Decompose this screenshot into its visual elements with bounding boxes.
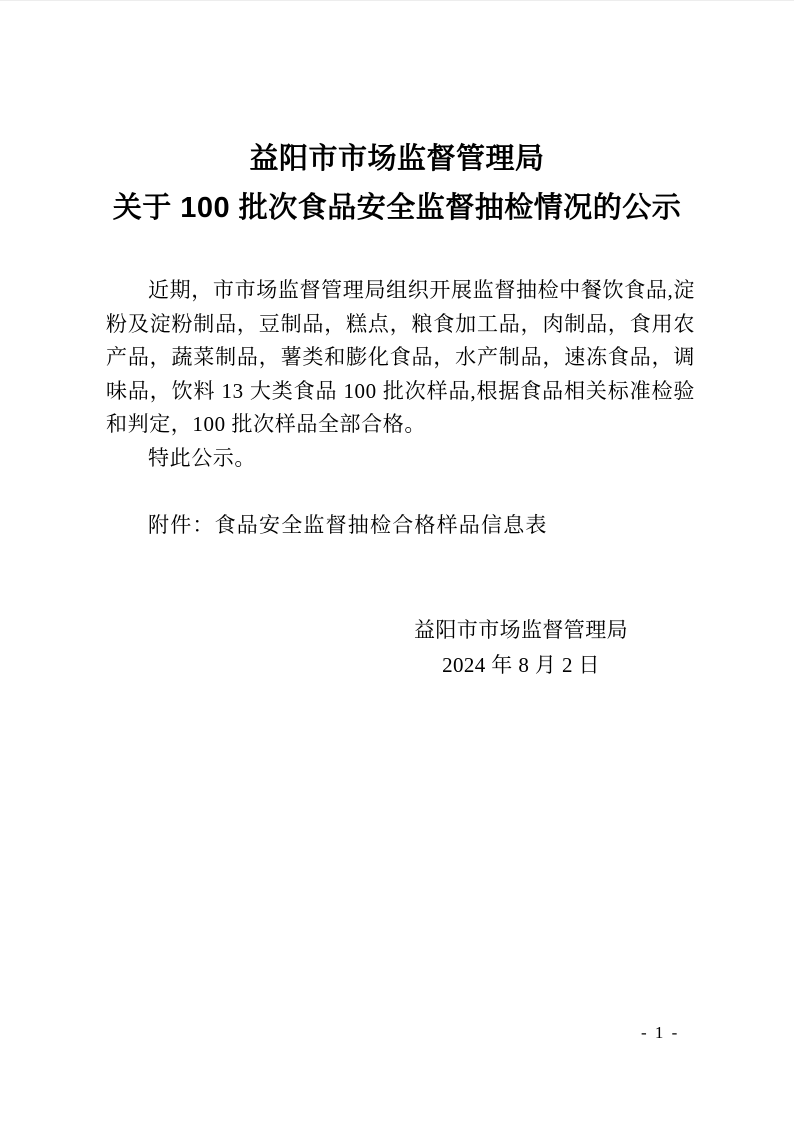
signature-issuer: 益阳市市场监督管理局	[414, 618, 628, 642]
title-line-2: 关于 100 批次食品安全监督抽检情况的公示	[112, 192, 682, 224]
closing-line: 特此公示。	[148, 445, 256, 470]
document-title	[0, 135, 794, 233]
document-body	[106, 274, 695, 683]
page-number: - 1 -	[641, 1023, 680, 1042]
body-paragraph: 近期，市市场监督管理局组织开展监督抽检中餐饮食品,淀粉及淀粉制品，豆制品，糕点，粮食加工品，肉制品，食用农产品，蔬菜制品，薯类和膨化食品，水产制品，速冻食品，调味品，饮料 13 大类食品 100 批次样品,根据食品相关标准检验和判定，100 批次样品全部合格。	[106, 278, 695, 436]
signature-block	[413, 613, 629, 683]
title-line-1: 益阳市市场监督管理局	[249, 143, 545, 175]
signature-date: 2024 年 8 月 2 日	[442, 653, 600, 677]
attachment-line: 附件：食品安全监督抽检合格样品信息表	[148, 512, 548, 537]
